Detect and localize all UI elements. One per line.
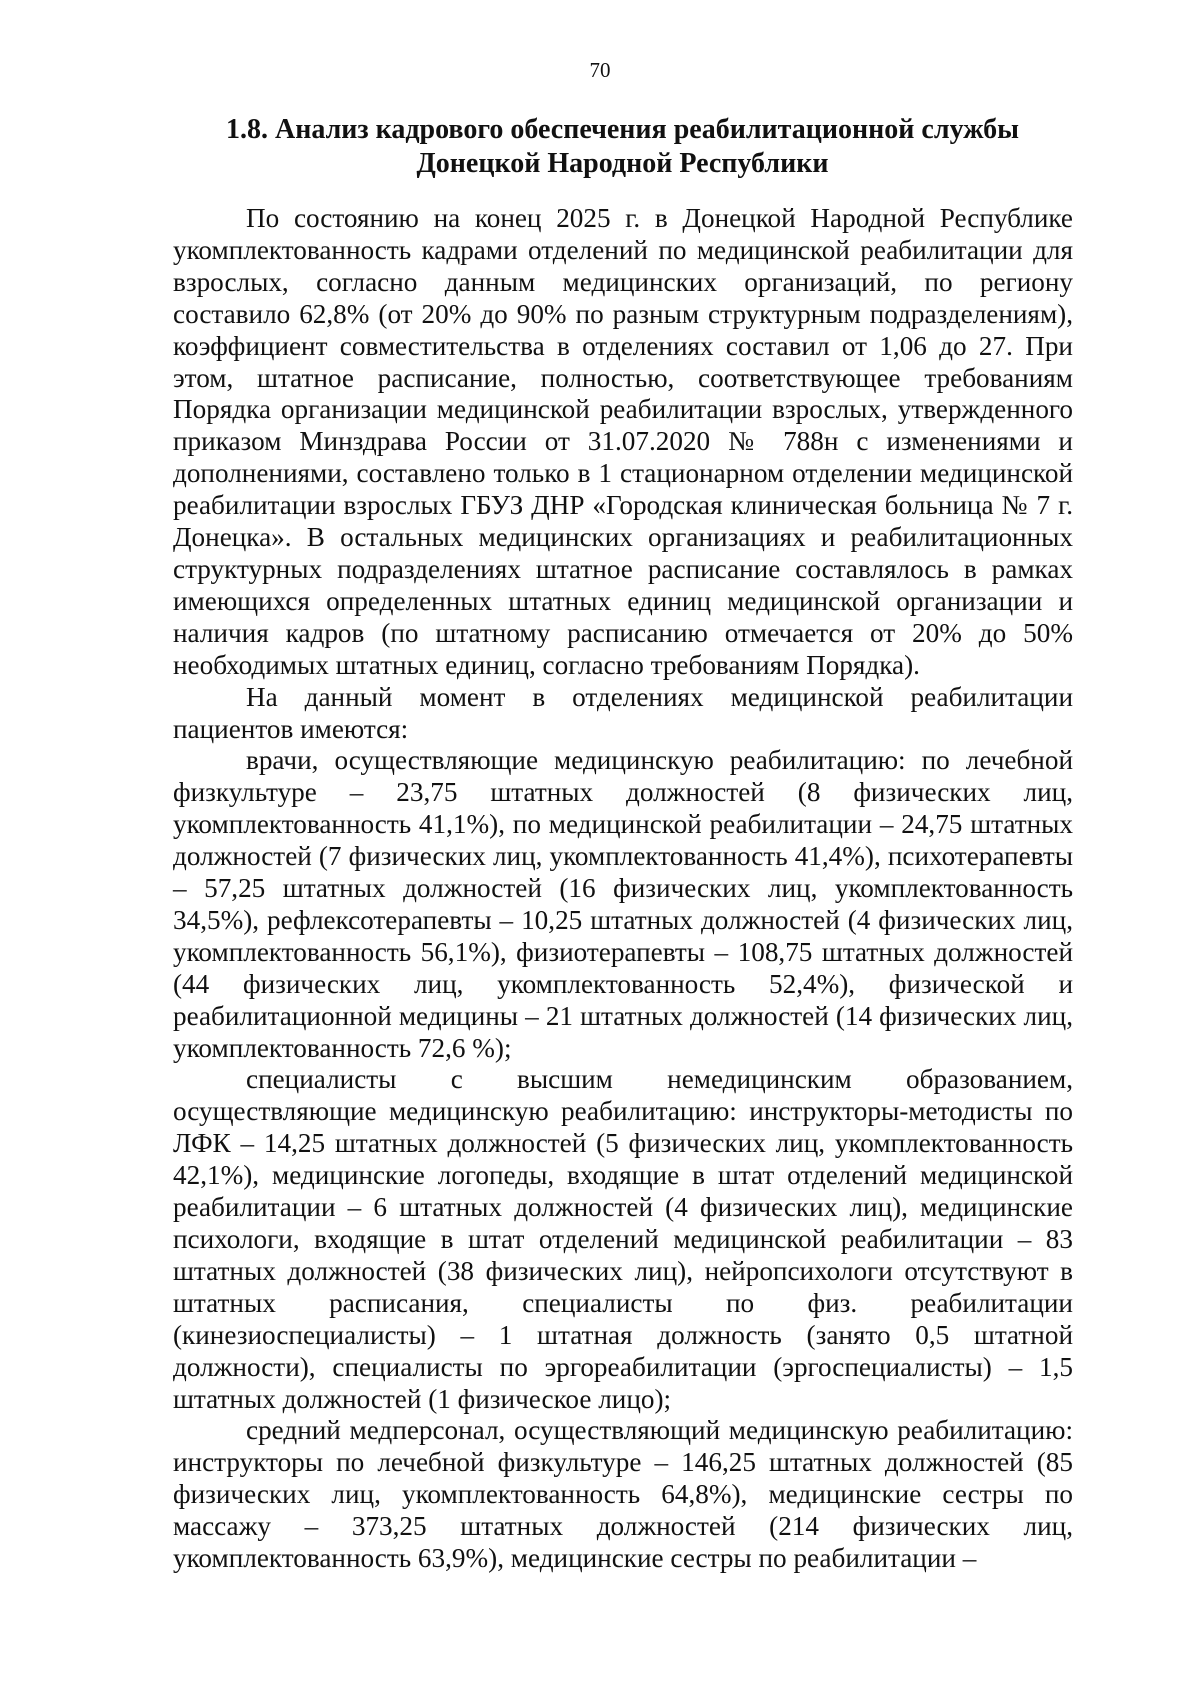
paragraph-staffing-overview: По состоянию на конец 2025 г. в Донецкой Народной Республике укомплектованность кадрами отделений по медицинской реабилитации для взрослых, согласно данным медицинских организаций, по региону составило 62,8% (от 20% до 90% по разным структурным подразделениям), коэффициент совместительства в отделениях составил от 1,06 до 27. При этом, штатное расписание, полностью, соответствующее требованиям Порядка организации медицинской реабилитации взрослых, утвержденного приказом Минздрава России от 31.07.2020 № 788н с изменениями и дополнениями, составлено только в 1 стационарном отделении медицинской реабилитации взрослых ГБУЗ ДНР «Городская клиническая больница № 7 г. Донецка». В остальных медицинских организациях и реабилитационных структурных подразделениях штатное расписание составлялось в рамках имеющихся определенных штатных единиц медицинской организации и наличия кадров (по штатному расписанию отмечается от 20% до 50% необходимых штатных единиц, согласно требованиям Порядка). [173, 203, 1073, 680]
paragraph-doctors: врачи, осуществляющие медицинскую реабилитацию: по лечебной физкультуре – 23,75 штатных должностей (8 физических лиц, укомплектованность 41,1%), по медицинской реабилитации – 24,75 штатных должностей (7 физических лиц, укомплектованность 41,4%), психотерапевты – 57,25 штатных должностей (16 физических лиц, укомплектованность 34,5%), рефлексотерапевты – 10,25 штатных должностей (4 физических лиц, укомплектованность 56,1%), физиотерапевты – 108,75 штатных должностей (44 физических лиц, укомплектованность 52,4%), физической и реабилитационной медицины – 21 штатных должностей (14 физических лиц, укомплектованность 72,6 %); [173, 745, 1073, 1063]
section-heading [170, 113, 1075, 181]
section-heading-line-2: Донецкой Народной Республики [416, 148, 829, 179]
page-number: 70 [589, 58, 611, 82]
paragraph-nursing-staff: средний медперсонал, осуществляющий медицинскую реабилитацию: инструкторы по лечебной физкультуре – 146,25 штатных должностей (85 физических лиц, укомплектованность 64,8%), медицинские сестры по массажу – 373,25 штатных должностей (214 физических лиц, укомплектованность 63,9%), медицинские сестры по реабилитации – [173, 1415, 1073, 1574]
section-heading-line-1: 1.8. Анализ кадрового обеспечения реабилитационной службы [225, 114, 1019, 145]
paragraph-current-staff-intro: На данный момент в отделениях медицинской реабилитации пациентов имеются: [173, 681, 1073, 744]
body-text [173, 203, 1073, 1575]
paragraph-non-medical-specialists: специалисты с высшим немедицинским образованием, осуществляющие медицинскую реабилитацию: инструкторы-методисты по ЛФК – 14,25 штатных должностей (5 физических лиц, укомплектованность 42,1%), медицинские логопеды, входящие в штат отделений медицинской реабилитации – 6 штатных должностей (4 физических лиц), медицинские психологи, входящие в штат отделений медицинской реабилитации – 83 штатных должностей (38 физических лиц), нейропсихологи отсутствуют в штатных расписания, специалисты по физ. реабилитации (кинезиоспециалисты) – 1 штатная должность (занято 0,5 штатной должности), специалисты по эргореабилитации (эргоспециалисты) – 1,5 штатных должностей (1 физическое лицо); [173, 1064, 1073, 1414]
